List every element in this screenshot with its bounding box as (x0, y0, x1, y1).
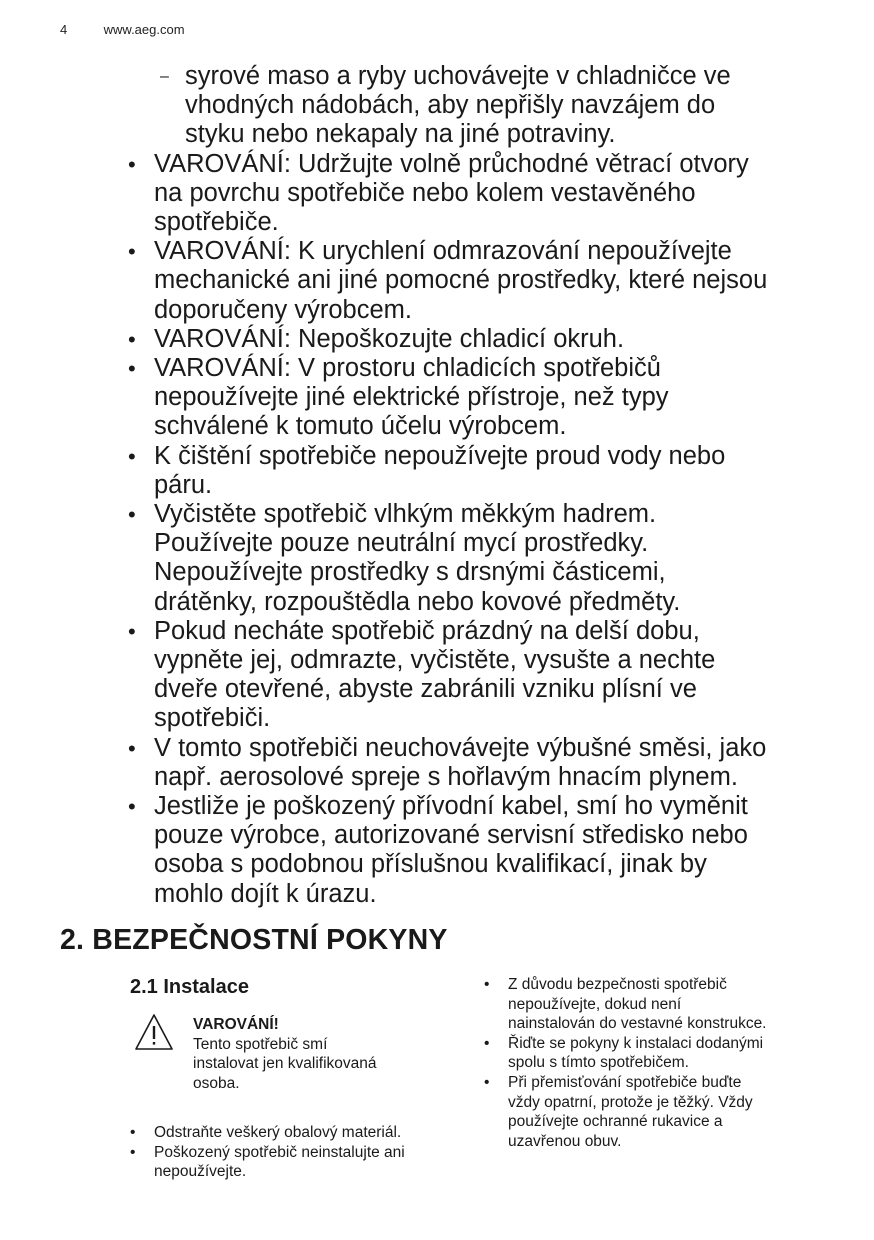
left-column (130, 976, 460, 1182)
bullet-marker: • (484, 1073, 490, 1091)
list-item (128, 150, 828, 238)
list-item-line: mohlo dojít k úrazu. (154, 879, 377, 908)
list-item-line: vždy opatrní, protože je těžký. Vždy (508, 1093, 753, 1111)
list-item-line: VAROVÁNÍ: Udržujte volně průchodné větrací otvory (154, 149, 749, 178)
list-item-line: Vyčistěte spotřebič vlhkým měkkým hadrem. (154, 500, 657, 529)
bullet-marker: • (128, 618, 136, 644)
list-item (130, 1123, 460, 1143)
list-item (128, 442, 828, 500)
warning-heading: VAROVÁNÍ! (193, 1016, 279, 1033)
right-column (484, 975, 824, 1151)
bullet-marker: • (128, 356, 136, 382)
list-item-line: uzavřenou obuv. (508, 1132, 622, 1150)
warning-line: Tento spotřebič smí (193, 1035, 328, 1053)
list-item-line: VAROVÁNÍ: V prostoru chladicích spotřebičů (154, 354, 661, 383)
page-header (60, 22, 185, 37)
list-item-line: syrové maso a ryby uchovávejte v chladničce ve (185, 62, 731, 90)
list-item (130, 1143, 460, 1182)
list-item-line: používejte ochranné rukavice a (508, 1113, 723, 1131)
list-item-line: dveře otevřené, abyste zabránili vzniku plísní ve (154, 675, 697, 704)
list-item (484, 1073, 824, 1151)
bullet-marker: • (130, 1143, 136, 1161)
header-url: www.aeg.com (103, 22, 185, 37)
list-item (128, 325, 828, 354)
warning-text (193, 1015, 453, 1093)
bullet-marker: • (128, 151, 136, 177)
list-item-line: K čištění spotřebiče nepoužívejte proud vody nebo (154, 441, 726, 470)
list-item-line: doporučeny výrobcem. (154, 295, 412, 324)
list-item-line: Z důvodu bezpečnosti spotřebič (508, 976, 727, 993)
list-item-line: Při přemisťování spotřebiče buďte (508, 1073, 742, 1091)
list-item (128, 237, 828, 325)
list-item-line: spotřebiče. (154, 208, 279, 237)
list-item-line: VAROVÁNÍ: Nepoškozujte chladicí okruh. (154, 324, 625, 353)
list-item-line: pouze výrobce, autorizované servisní středisko nebo (154, 821, 748, 850)
list-item-line: Jestliže je poškozený přívodní kabel, smí ho vyměnit (154, 792, 748, 821)
warning-box (130, 1013, 460, 1101)
top-bullet-list (128, 62, 828, 909)
list-item-line: vhodných nádobách, aby nepřišly navzájem do (185, 91, 716, 120)
list-item-line: Odstraňte veškerý obalový materiál. (154, 1124, 402, 1141)
list-item (484, 1034, 824, 1073)
list-item (128, 354, 828, 442)
list-item-line: osoba s podobnou příslušnou kvalifikací, jinak by (154, 850, 707, 879)
bullet-marker: • (128, 326, 136, 352)
page-number: 4 (60, 22, 68, 37)
right-bullet-list (484, 975, 824, 1151)
warning-body (193, 1035, 453, 1094)
bullet-marker: • (128, 502, 136, 528)
list-item (128, 500, 828, 617)
bullet-marker: • (128, 239, 136, 265)
list-item-line: na povrchu spotřebiče nebo kolem vestavěného (154, 178, 696, 207)
bullet-marker: • (128, 443, 136, 469)
list-item-line: styku nebo nekapaly na jiné potraviny. (185, 120, 616, 149)
list-item-line: např. aerosolové spreje s hořlavým hnacím plynem. (154, 762, 738, 791)
list-item-line: Pokud necháte spotřebič prázdný na delší dobu, (154, 616, 700, 645)
list-item-line: VAROVÁNÍ: K urychlení odmrazování nepoužívejte (154, 237, 732, 266)
list-item-line: Řiďte se pokyny k instalaci dodanými (508, 1034, 764, 1052)
warning-triangle-icon (134, 1013, 174, 1051)
safety-instructions-list (128, 62, 828, 909)
list-item-line: drátěnky, rozpouštědla nebo kovové předměty. (154, 587, 681, 616)
warning-line: instalovat jen kvalifikovaná (193, 1055, 377, 1072)
subsection-title: 2.1 Instalace (130, 976, 249, 998)
list-item-line: nepoužívejte. (154, 1163, 247, 1181)
list-item-line: Poškozený spotřebič neinstalujte ani (154, 1143, 405, 1161)
list-item-line: spotřebiči. (154, 704, 271, 733)
list-item-line: páru. (154, 470, 213, 499)
list-item-line: Používejte pouze neutrální mycí prostředky. (154, 529, 649, 558)
list-item-line: Nepoužívejte prostředky s drsnými částicemi, (154, 558, 666, 587)
list-item (128, 734, 828, 792)
list-item (128, 62, 828, 150)
list-item-line: nepoužívejte jiné elektrické přístroje, než typy (154, 383, 669, 412)
bullet-marker: • (484, 976, 490, 993)
list-item (128, 792, 828, 909)
bullet-marker: • (128, 735, 136, 761)
list-item-line: mechanické ani jiné pomocné prostředky, které nejsou (154, 266, 768, 295)
list-item-line: schválené k tomuto účelu výrobcem. (154, 412, 567, 441)
list-item-line: spolu s tímto spotřebičem. (508, 1054, 689, 1072)
list-item-line: V tomto spotřebiči neuchovávejte výbušné směsi, jako (154, 733, 767, 762)
dash-marker: – (160, 68, 169, 85)
list-item-line: nepoužívejte, dokud není (508, 995, 682, 1013)
warning-line: osoba. (193, 1074, 240, 1092)
section-title: 2. BEZPEČNOSTNÍ POKYNY (60, 924, 448, 956)
list-item (128, 617, 828, 734)
list-item (484, 975, 824, 1034)
bullet-marker: • (484, 1034, 490, 1052)
list-item-line: nainstalován do vestavné konstrukce. (508, 1015, 767, 1033)
bullet-marker: • (128, 794, 136, 820)
list-item-line: vypněte jej, odmrazte, vyčistěte, vysušte a nechte (154, 646, 716, 675)
left-bullet-list (130, 1123, 460, 1182)
bullet-marker: • (130, 1124, 136, 1141)
